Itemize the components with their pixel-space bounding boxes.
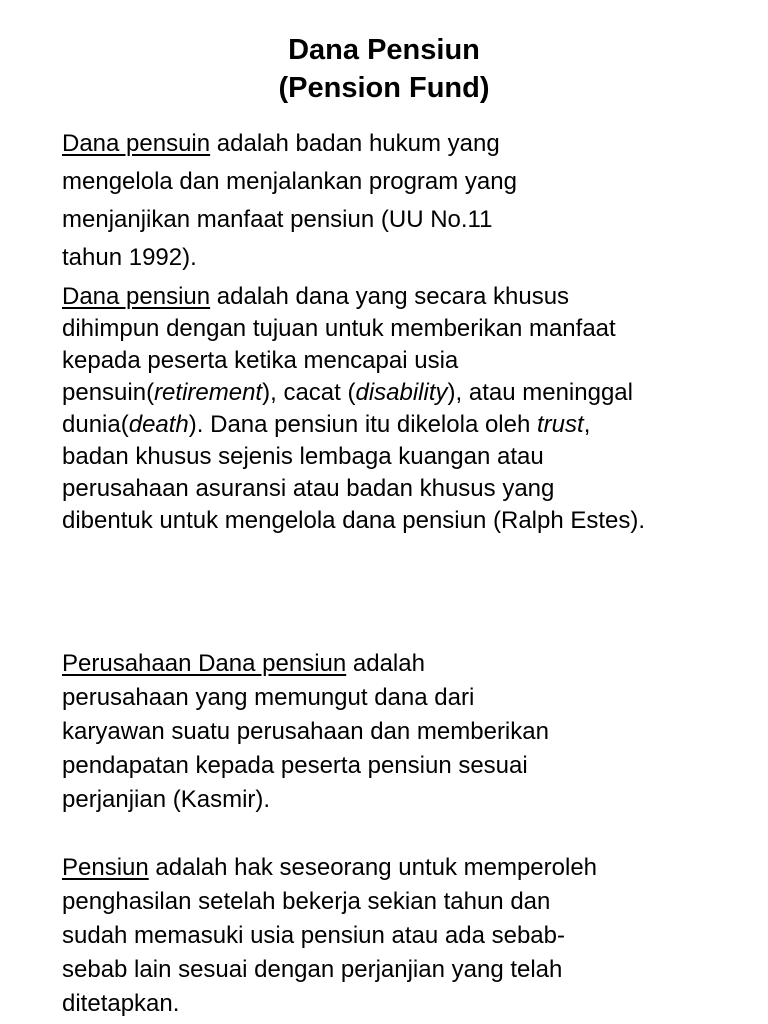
paragraph-text: adalah badan hukum yang	[210, 130, 500, 157]
title-line-1: Dana Pensiun	[288, 34, 480, 66]
paragraph-text: adalah	[346, 650, 425, 677]
paragraph-line: tahun 1992).	[62, 244, 197, 271]
defined-term: Dana pensiun	[62, 283, 211, 310]
defined-term: Dana pensuin	[62, 130, 211, 157]
title-line-2: (Pension Fund)	[278, 72, 490, 104]
paragraph-text: adalah hak seseorang untuk memperoleh	[148, 854, 598, 881]
definition-paragraph-3	[62, 647, 549, 817]
paragraph-line: menjanjikan manfaat pensiun (UU No.11	[62, 206, 493, 233]
paragraph-line	[62, 377, 645, 409]
paragraph-line: dibentuk untuk mengelola dana pensiun (Ralph Estes).	[62, 507, 646, 534]
paragraph-text: dunia(	[62, 411, 129, 438]
paragraph-text: pensuin(	[62, 379, 155, 406]
paragraph-line: penghasilan setelah bekerja sekian tahun dan	[62, 888, 551, 915]
paragraph-line	[62, 281, 645, 313]
paragraph-text: adalah dana yang secara khusus	[210, 283, 570, 310]
definition-paragraph-1	[62, 125, 517, 277]
italic-term: death	[128, 411, 189, 438]
defined-term: Pensiun	[62, 854, 149, 881]
paragraph-line: pendapatan kepada peserta pensiun sesuai	[62, 752, 528, 779]
page-title	[0, 31, 768, 107]
paragraph-line: kepada peserta ketika mencapai usia	[62, 347, 459, 374]
paragraph-line	[62, 851, 597, 885]
paragraph-line: sudah memasuki usia pensiun atau ada sebab-	[62, 922, 565, 949]
paragraph-text: ,	[583, 411, 591, 438]
definition-paragraph-2	[62, 281, 645, 537]
paragraph-line: dihimpun dengan tujuan untuk memberikan manfaat	[62, 315, 616, 342]
italic-term: disability	[355, 379, 448, 406]
paragraph-line: badan khusus sejenis lembaga kuangan atau	[62, 443, 544, 470]
paragraph-line	[62, 125, 517, 163]
paragraph-line: mengelola dan menjalankan program yang	[62, 168, 517, 195]
paragraph-line: karyawan suatu perusahaan dan memberikan	[62, 718, 549, 745]
paragraph-line	[62, 647, 549, 681]
paragraph-text: ), cacat (	[262, 379, 356, 406]
paragraph-line: ditetapkan.	[62, 990, 180, 1017]
paragraph-line: sebab lain sesuai dengan perjanjian yang telah	[62, 956, 563, 983]
italic-term: retirement	[154, 379, 263, 406]
paragraph-text: ). Dana pensiun itu dikelola oleh	[188, 411, 538, 438]
paragraph-line: perjanjian (Kasmir).	[62, 786, 271, 813]
paragraph-text: ), atau meninggal	[447, 379, 633, 406]
paragraph-line	[62, 409, 645, 441]
defined-term: Perusahaan Dana pensiun	[62, 650, 347, 677]
italic-term: trust	[537, 411, 584, 438]
paragraph-line: perusahaan asuransi atau badan khusus yang	[62, 475, 555, 502]
paragraph-line: perusahaan yang memungut dana dari	[62, 684, 475, 711]
definition-paragraph-4	[62, 851, 597, 1021]
